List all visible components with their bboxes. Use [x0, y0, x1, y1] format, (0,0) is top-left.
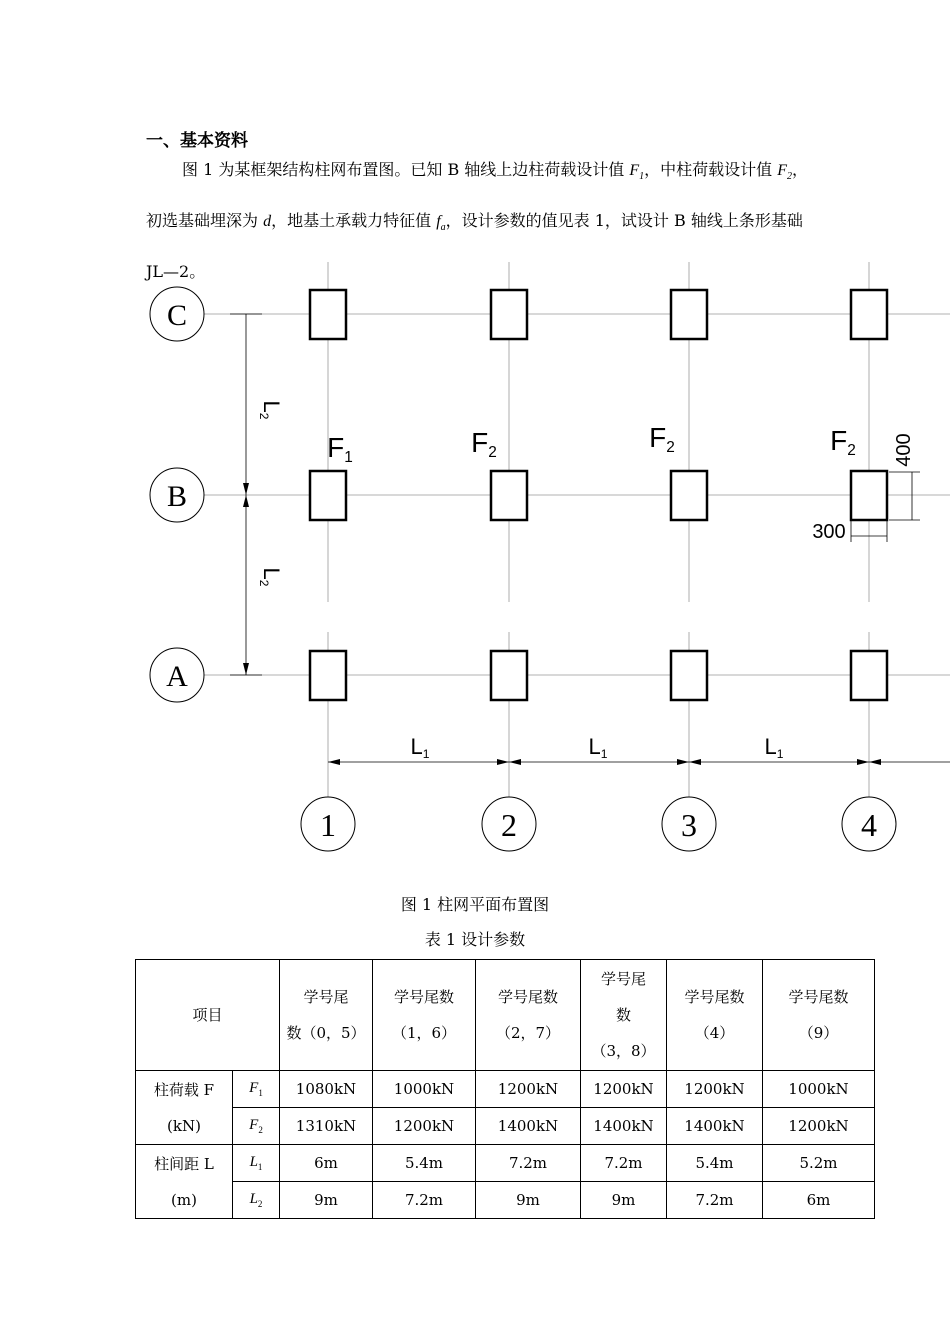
l2-label-upper: L2 [257, 400, 284, 420]
table-cell-L1-3: 7.2m [476, 1145, 581, 1182]
table-cell-F1-6: 1000kN [763, 1071, 875, 1108]
axis-label-C: C [166, 299, 188, 332]
symbol-d: d [263, 213, 272, 231]
table-cell-F2-2: 1200kN [373, 1108, 476, 1145]
table-cell-L2-4: 9m [581, 1182, 667, 1219]
table-group-label-2: 柱间距 L (m) [136, 1145, 233, 1219]
l1-label-1: L1 [410, 734, 430, 761]
column-C1 [310, 290, 346, 339]
table-cell-F2-3: 1400kN [476, 1108, 581, 1145]
l2-arrow-2 [243, 495, 249, 507]
symbol-fa: $f_a$ [436, 213, 446, 234]
l1-arrow-l-1 [328, 759, 340, 765]
table-cell-F1-5: 1200kN [667, 1071, 763, 1108]
column-A1 [310, 651, 346, 700]
axis-label-1: 1 [320, 807, 336, 843]
table-header-col-6: 学号尾数 （9） [763, 960, 875, 1071]
load-labels [327, 422, 856, 466]
axis-label-A: A [166, 660, 188, 693]
l2-arrow-1 [243, 483, 249, 495]
table-cell-F2-1: 1310kN [280, 1108, 373, 1145]
symbol-f1: $F_1$ [629, 162, 645, 183]
design-parameters-table [135, 959, 875, 1219]
table-cell-L1-1: 6m [280, 1145, 373, 1182]
table-caption: 表 1 设计参数 [424, 930, 526, 949]
axis-label-B: B [166, 480, 188, 513]
para-text-3: ，初选基础埋深为 [146, 160, 809, 231]
l1-label-3: L1 [764, 734, 784, 761]
column-C2 [491, 290, 527, 339]
column-grid-diagram [0, 262, 950, 862]
column-A2 [491, 651, 527, 700]
axis-label-2: 2 [501, 807, 517, 843]
table-cell-F1-3: 1200kN [476, 1071, 581, 1108]
table-header-col-3: 学号尾数 （2，7） [476, 960, 581, 1071]
load-label-2: F2 [471, 427, 497, 462]
column-B3 [671, 471, 707, 520]
l2-arrow-3 [243, 663, 249, 675]
table-symbol-F2: $F_2$ [233, 1108, 280, 1145]
table-cell-F2-6: 1200kN [763, 1108, 875, 1145]
table-cell-L1-6: 5.2m [763, 1145, 875, 1182]
column-C3 [671, 290, 707, 339]
section-heading: 一、基本资料 [146, 131, 248, 151]
l1-arrow-l-4 [869, 759, 881, 765]
para-text-5: ，设计参数的值见表 1，试设计 B 轴线上条形基础 JL—2。 [146, 211, 803, 282]
table-header-col-4: 学号尾 数 （3，8） [581, 960, 667, 1071]
table-symbol-F1: $F_1$ [233, 1071, 280, 1108]
l1-arrow-l-3 [689, 759, 701, 765]
l2-label-lower: L2 [257, 567, 284, 587]
l1-label-2: L1 [588, 734, 608, 761]
table-symbol-L2: $L_2$ [233, 1182, 280, 1219]
row-axis-bubbles [150, 287, 204, 702]
column-B1 [310, 471, 346, 520]
table-cell-F2-5: 1400kN [667, 1108, 763, 1145]
column-A3 [671, 651, 707, 700]
table-cell-L1-4: 7.2m [581, 1145, 667, 1182]
column-A4 [851, 651, 887, 700]
table-header-item: 项目 [136, 960, 280, 1071]
para-text-2: ，中柱荷载设计值 [644, 160, 778, 179]
table-header-col-5: 学号尾数 （4） [667, 960, 763, 1071]
table-header-col-1: 学号尾 数（0，5） [280, 960, 373, 1071]
l1-arrow-r-3 [857, 759, 869, 765]
table-cell-F2-4: 1400kN [581, 1108, 667, 1145]
table-cell-F1-2: 1000kN [373, 1071, 476, 1108]
table-cell-L2-5: 7.2m [667, 1182, 763, 1219]
load-label-4: F2 [830, 425, 856, 460]
column-B4 [851, 471, 887, 520]
table-header-col-2: 学号尾数 （1，6） [373, 960, 476, 1071]
para-text-4: ，地基土承载力特征值 [271, 211, 437, 231]
column-axis-bubbles [301, 797, 896, 851]
load-label-1: F1 [327, 432, 353, 467]
dim-400-label: 400 [893, 433, 915, 467]
column-C4 [851, 290, 887, 339]
l1-arrow-r-2 [677, 759, 689, 765]
axis-label-3: 3 [681, 807, 697, 843]
column-B2 [491, 471, 527, 520]
table-cell-L2-3: 9m [476, 1182, 581, 1219]
load-label-3: F2 [649, 422, 675, 457]
table-cell-L1-2: 5.4m [373, 1145, 476, 1182]
table-cell-F1-1: 1080kN [280, 1071, 373, 1108]
dim-300-label: 300 [812, 521, 846, 543]
table-symbol-L1: $L_1$ [233, 1145, 280, 1182]
table-cell-L2-2: 7.2m [373, 1182, 476, 1219]
table-cell-L2-6: 6m [763, 1182, 875, 1219]
axis-label-4: 4 [861, 807, 877, 843]
table-cell-L1-5: 5.4m [667, 1145, 763, 1182]
table-group-label-1: 柱荷载 F (kN) [136, 1071, 233, 1145]
l1-arrow-r-1 [497, 759, 509, 765]
figure-caption: 图 1 柱网平面布置图 [400, 895, 550, 914]
table-cell-F1-4: 1200kN [581, 1071, 667, 1108]
para-text-1: 图 1 为某框架结构柱网布置图。已知 B 轴线上边柱荷载设计值 [182, 160, 630, 179]
table-cell-L2-1: 9m [280, 1182, 373, 1219]
symbol-f2: $F_2$ [777, 162, 793, 183]
l1-arrow-l-2 [509, 759, 521, 765]
